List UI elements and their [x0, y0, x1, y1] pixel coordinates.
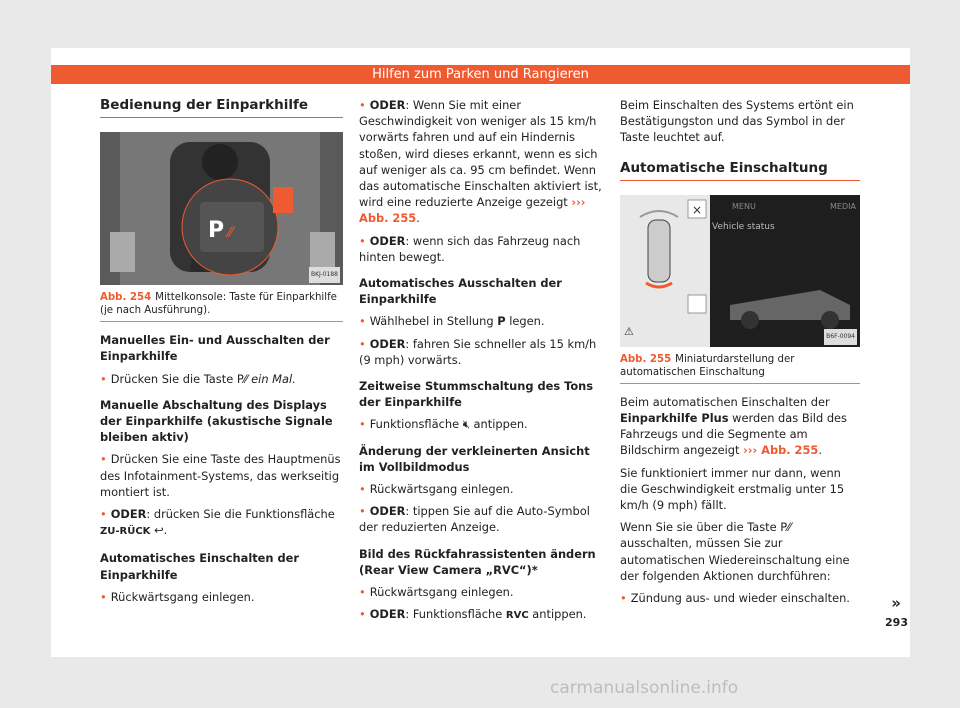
key-label: P [497, 314, 506, 329]
subheading: Automatisches Ausschalten der Einparkhilfe [359, 276, 562, 307]
subheading: Automatisches Einschalten der Einparkhilfe [100, 551, 299, 582]
item-text: werden das Bild des Fahrzeugs und die Segmente am Bildschirm angezeigt [620, 411, 847, 458]
list-item [359, 233, 602, 265]
figure-code: B6F-0094 [824, 329, 857, 345]
item-text: Wenn Sie sie über die Taste [620, 520, 777, 535]
paragraph: Beim Einschalten des Systems ertönt ein Bestätigungston und das Symbol in der Taste leuchtet auf. [620, 98, 854, 145]
item-text: Drücken Sie die Taste [110, 371, 234, 386]
console-figure [100, 132, 343, 285]
caption-label: Abb. 254 [100, 292, 152, 304]
list-item [100, 371, 343, 387]
list-item [359, 503, 602, 535]
screen-illustration [620, 195, 860, 347]
screen-menu-label: MENU [732, 201, 756, 211]
list-item: • ODER: Wenn Sie mit einer Geschwindigkeit von weniger als 15 km/h vorwärts fahren und auf ein Hindernis stoßen, wird dieses erkannt, wenn es sich auf weniger als ca. 95 cm befindet. Wenn das automatische Einschalten aktiviert ist, wird eine reduzierte Anzeige gezeigt ››› Abb. 255. [359, 97, 602, 227]
screen-media-label: MEDIA [830, 201, 856, 211]
figure-ref-link[interactable]: ››› Abb. 255 [743, 443, 819, 458]
oder-label: ODER [369, 233, 406, 248]
item-text: ausschalten, müssen Sie zur automatischen Wiedereinschaltung eine der folgenden Aktionen durchführen: [620, 536, 850, 583]
oder-label: ODER [110, 507, 147, 522]
item-text: : Funktionsfläche [405, 607, 503, 622]
subheading: Manuelle Abschaltung des Displays der Einparkhilfe (akustische Signale bleiben aktiv) [100, 397, 333, 445]
bold-term: Einparkhilfe Plus [620, 411, 729, 426]
item-text: : Wenn Sie mit einer Geschwindigkeit von weniger als 15 km/h vorwärts fahren und auf ein Hindernis stoßen, wird dieses erkannt, wenn es sich auf weniger als ca. 95 cm befindet. Wenn das automatische Einschalten aktiviert ist, wird eine reduzierte Anzeige gezeigt [359, 98, 602, 210]
oder-label: ODER [369, 504, 406, 519]
back-icon: ↩ [154, 523, 164, 538]
column-2 [359, 97, 602, 630]
console-illustration [100, 132, 343, 285]
svg-text:×: × [692, 202, 703, 217]
list-item: • Drücken Sie eine Taste des Hauptmenüs des Infotainment-Systems, das werkseitig montiert ist. [100, 451, 343, 500]
key-label: ZU-RÜCK [100, 526, 151, 538]
subheading: Änderung der verkleinerten Ansicht im Vollbildmodus [359, 443, 590, 474]
item-text: : tippen Sie auf die Auto-Symbol der reduzierten Anzeige. [359, 504, 590, 535]
list-item: • ODER: drücken Sie die Funktionsfläche ZU-RÜCK ↩. [100, 506, 343, 540]
figure-caption [620, 353, 860, 384]
item-text: ein Mal. [251, 371, 296, 386]
item-text: : drücken Sie die Funktionsfläche [146, 507, 335, 522]
parking-icon: P⁄⁄ [780, 520, 791, 535]
caption-text: Mittelkonsole: Taste für Einparkhilfe (je nach Ausführung). [100, 292, 337, 317]
list-item [359, 336, 602, 368]
item-text: : wenn sich das Fahrzeug nach hinten bewegt. [359, 233, 581, 264]
watermark: carmanualsonline.info [550, 678, 739, 698]
caption-label: Abb. 255 [620, 353, 672, 365]
parking-icon: P⁄⁄ [236, 371, 248, 386]
item-text: legen. [509, 314, 545, 329]
subheading: Manuelles Ein- und Ausschalten der Einparkhilfe [100, 333, 330, 364]
subheading: Zeitweise Stummschaltung des Tons der Einparkhilfe [359, 379, 594, 410]
item-text: Wählhebel in Stellung [369, 314, 494, 329]
oder-label: ODER [369, 607, 406, 622]
key-label: RVC [505, 610, 529, 622]
paragraph: Sie funktioniert immer nur dann, wenn die Geschwindigkeit erstmalig unter 15 km/h (9 mph) fällt. [620, 465, 845, 513]
item-text: Beim automatischen Einschalten der [620, 394, 830, 409]
svg-text:⁄⁄: ⁄⁄ [228, 225, 233, 242]
oder-label: ODER [369, 336, 406, 351]
svg-text:⚠: ⚠ [624, 324, 634, 338]
list-item [359, 416, 602, 432]
list-item: • Rückwärtsgang einlegen. [359, 584, 602, 600]
oder-label: ODER [369, 98, 406, 112]
item-text: antippen. [532, 607, 587, 622]
section-title: Bedienung der Einparkhilfe [100, 97, 343, 118]
subheading: Bild des Rückfahrassistenten ändern (Rear View Camera „RVC“)* [359, 546, 596, 577]
page-number: 293 [885, 616, 908, 629]
continue-mark: » [891, 594, 901, 612]
item-text: antippen. [473, 417, 528, 432]
svg-text:P: P [208, 218, 225, 244]
paragraph: Beim automatischen Einschalten der Einparkhilfe Plus werden das Bild des Fahrzeugs und die Segmente am Bildschirm angezeigt ››› Abb. 255. [620, 394, 847, 458]
list-item: • Zündung aus- und wieder einschalten. [620, 590, 860, 606]
list-item: • Rückwärtsgang einlegen. [359, 481, 602, 497]
section-title: Automatische Einschaltung [620, 160, 860, 181]
column-3 [620, 97, 860, 612]
item-text: Funktionsfläche [369, 417, 460, 432]
item-text: : fahren Sie schneller als 15 km/h (9 mph) vorwärts. [359, 336, 597, 367]
column-1 [100, 97, 343, 611]
paragraph [620, 519, 860, 584]
list-item: • Rückwärtsgang einlegen. [100, 589, 343, 605]
figure-code: BKJ-0188 [309, 267, 340, 283]
page-header: Hilfen zum Parken und Rangieren [51, 65, 910, 84]
caption-text: Miniaturdarstellung der automatischen Einschaltung [620, 353, 795, 378]
figure-caption [100, 291, 343, 322]
screen-status-label: Vehicle status [712, 221, 775, 232]
figure-ref-link[interactable]: ››› Abb. 255 [359, 195, 586, 226]
screen-figure [620, 195, 860, 347]
mute-icon: 🔇︎ [462, 417, 470, 432]
list-item [359, 313, 602, 329]
list-item [359, 606, 602, 624]
